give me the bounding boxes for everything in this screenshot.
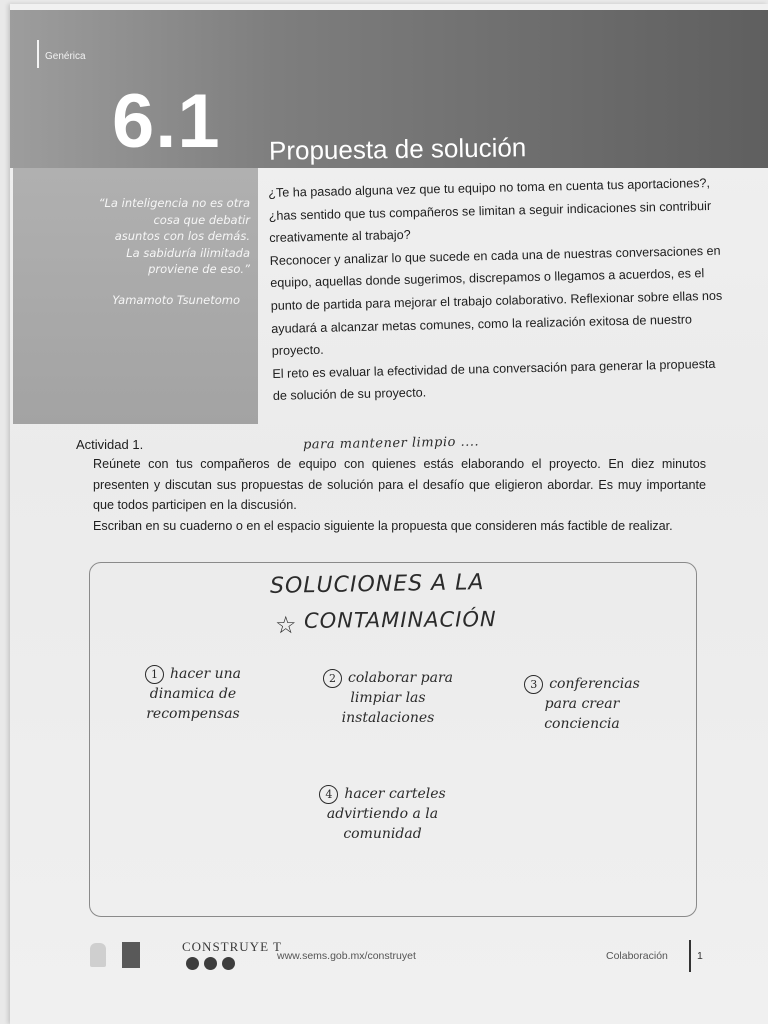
- idea-line: recompensas: [146, 706, 240, 722]
- brand-title: CONSTRUYE T: [182, 939, 282, 954]
- handwritten-note: para mantener limpio ....: [302, 434, 480, 453]
- brand-circle-icon: [204, 957, 217, 970]
- idea-line: limpiar las: [350, 690, 426, 706]
- intro-paragraph: Reconocer y analizar lo que sucede en cada una de nuestras conversaciones en equipo, aquellas donde sugerimos, discrepamos o llegamos a acuerdos, es el punto de partida para mejorar el trabajo colaborativo. Reflexionar sobre ellas nos ayudará a alcanzar metas comunes, como la realización exitosa de nuestro proyecto.: [269, 243, 723, 359]
- idea-4: [300, 784, 465, 844]
- footer-divider: [689, 940, 691, 972]
- page-number: 1: [697, 950, 703, 962]
- idea-number: 2: [323, 669, 342, 688]
- activity-paragraph: Escriban en su cuaderno o en el espacio siguiente la propuesta que consideren más factible de realizar.: [93, 518, 673, 533]
- activity-title: Actividad 1.: [76, 437, 144, 452]
- quote: [60, 195, 250, 278]
- idea-line: hacer una: [169, 666, 241, 682]
- idea-number: 3: [524, 675, 543, 694]
- activity-paragraph: Reúnete con tus compañeros de equipo con quienes estás elaborando el proyecto. En diez minutos presenten y discutan sus propuestas de solución para el desafío que eligieron abordar. Es muy importante que todos participen en la discusión.: [93, 457, 706, 512]
- idea-number: 4: [319, 785, 338, 804]
- quote-author: Yamamoto Tsunetomo: [112, 293, 240, 307]
- category-label: Genérica: [45, 51, 86, 62]
- section-number: 6.1: [112, 79, 221, 164]
- brand-circle-icon: [186, 957, 199, 970]
- brand-circle-icon: [222, 957, 235, 970]
- idea-2: [308, 668, 468, 728]
- intro-text: [268, 172, 725, 408]
- idea-line: hacer carteles: [344, 786, 446, 802]
- partner-logo: [122, 942, 140, 968]
- idea-line: comunidad: [343, 826, 422, 842]
- quote-line: cosa que debatir: [153, 212, 250, 227]
- brand-icons: [186, 955, 240, 974]
- intro-paragraph: ¿Te ha pasado alguna vez que tu equipo no toma en cuenta tus aportaciones?, ¿has sentido que tus compañeros se limitan a seguir indicaciones sin contribuir creativamente al trabajo?: [268, 175, 712, 246]
- idea-line: instalaciones: [341, 710, 435, 726]
- category-divider: [37, 40, 39, 68]
- idea-line: advirtiendo a la: [326, 806, 439, 822]
- idea-line: dinamica de: [149, 686, 237, 702]
- idea-number: 1: [145, 665, 164, 684]
- activity-instructions: [93, 454, 706, 536]
- quote-line: proviene de eso.”: [148, 262, 250, 277]
- quote-line: “La inteligencia no es otra: [98, 196, 250, 210]
- idea-line: para crear: [544, 696, 620, 712]
- government-logo: [90, 943, 106, 967]
- quote-line: asuntos con los demás.: [114, 229, 250, 244]
- answer-title-line1: SOLUCIONES A LA: [269, 570, 485, 599]
- idea-line: conferencias: [549, 676, 640, 692]
- intro-paragraph: El reto es evaluar la efectividad de una conversación para generar la propuesta de solución de su proyecto.: [272, 356, 716, 404]
- footer-section-label: Colaboración: [606, 950, 668, 962]
- answer-title-line2: CONTAMINACIÓN: [303, 607, 497, 633]
- idea-1: [118, 664, 268, 724]
- idea-line: colaborar para: [347, 670, 453, 686]
- section-title: Propuesta de solución: [268, 132, 527, 166]
- footer-url-link[interactable]: www.sems.gob.mx/construyet: [277, 950, 416, 962]
- idea-3: [512, 674, 652, 734]
- quote-line: La sabiduría ilimitada: [126, 245, 250, 260]
- star-icon: ☆: [275, 611, 297, 639]
- idea-line: conciencia: [544, 716, 620, 732]
- activity-section: [76, 437, 706, 536]
